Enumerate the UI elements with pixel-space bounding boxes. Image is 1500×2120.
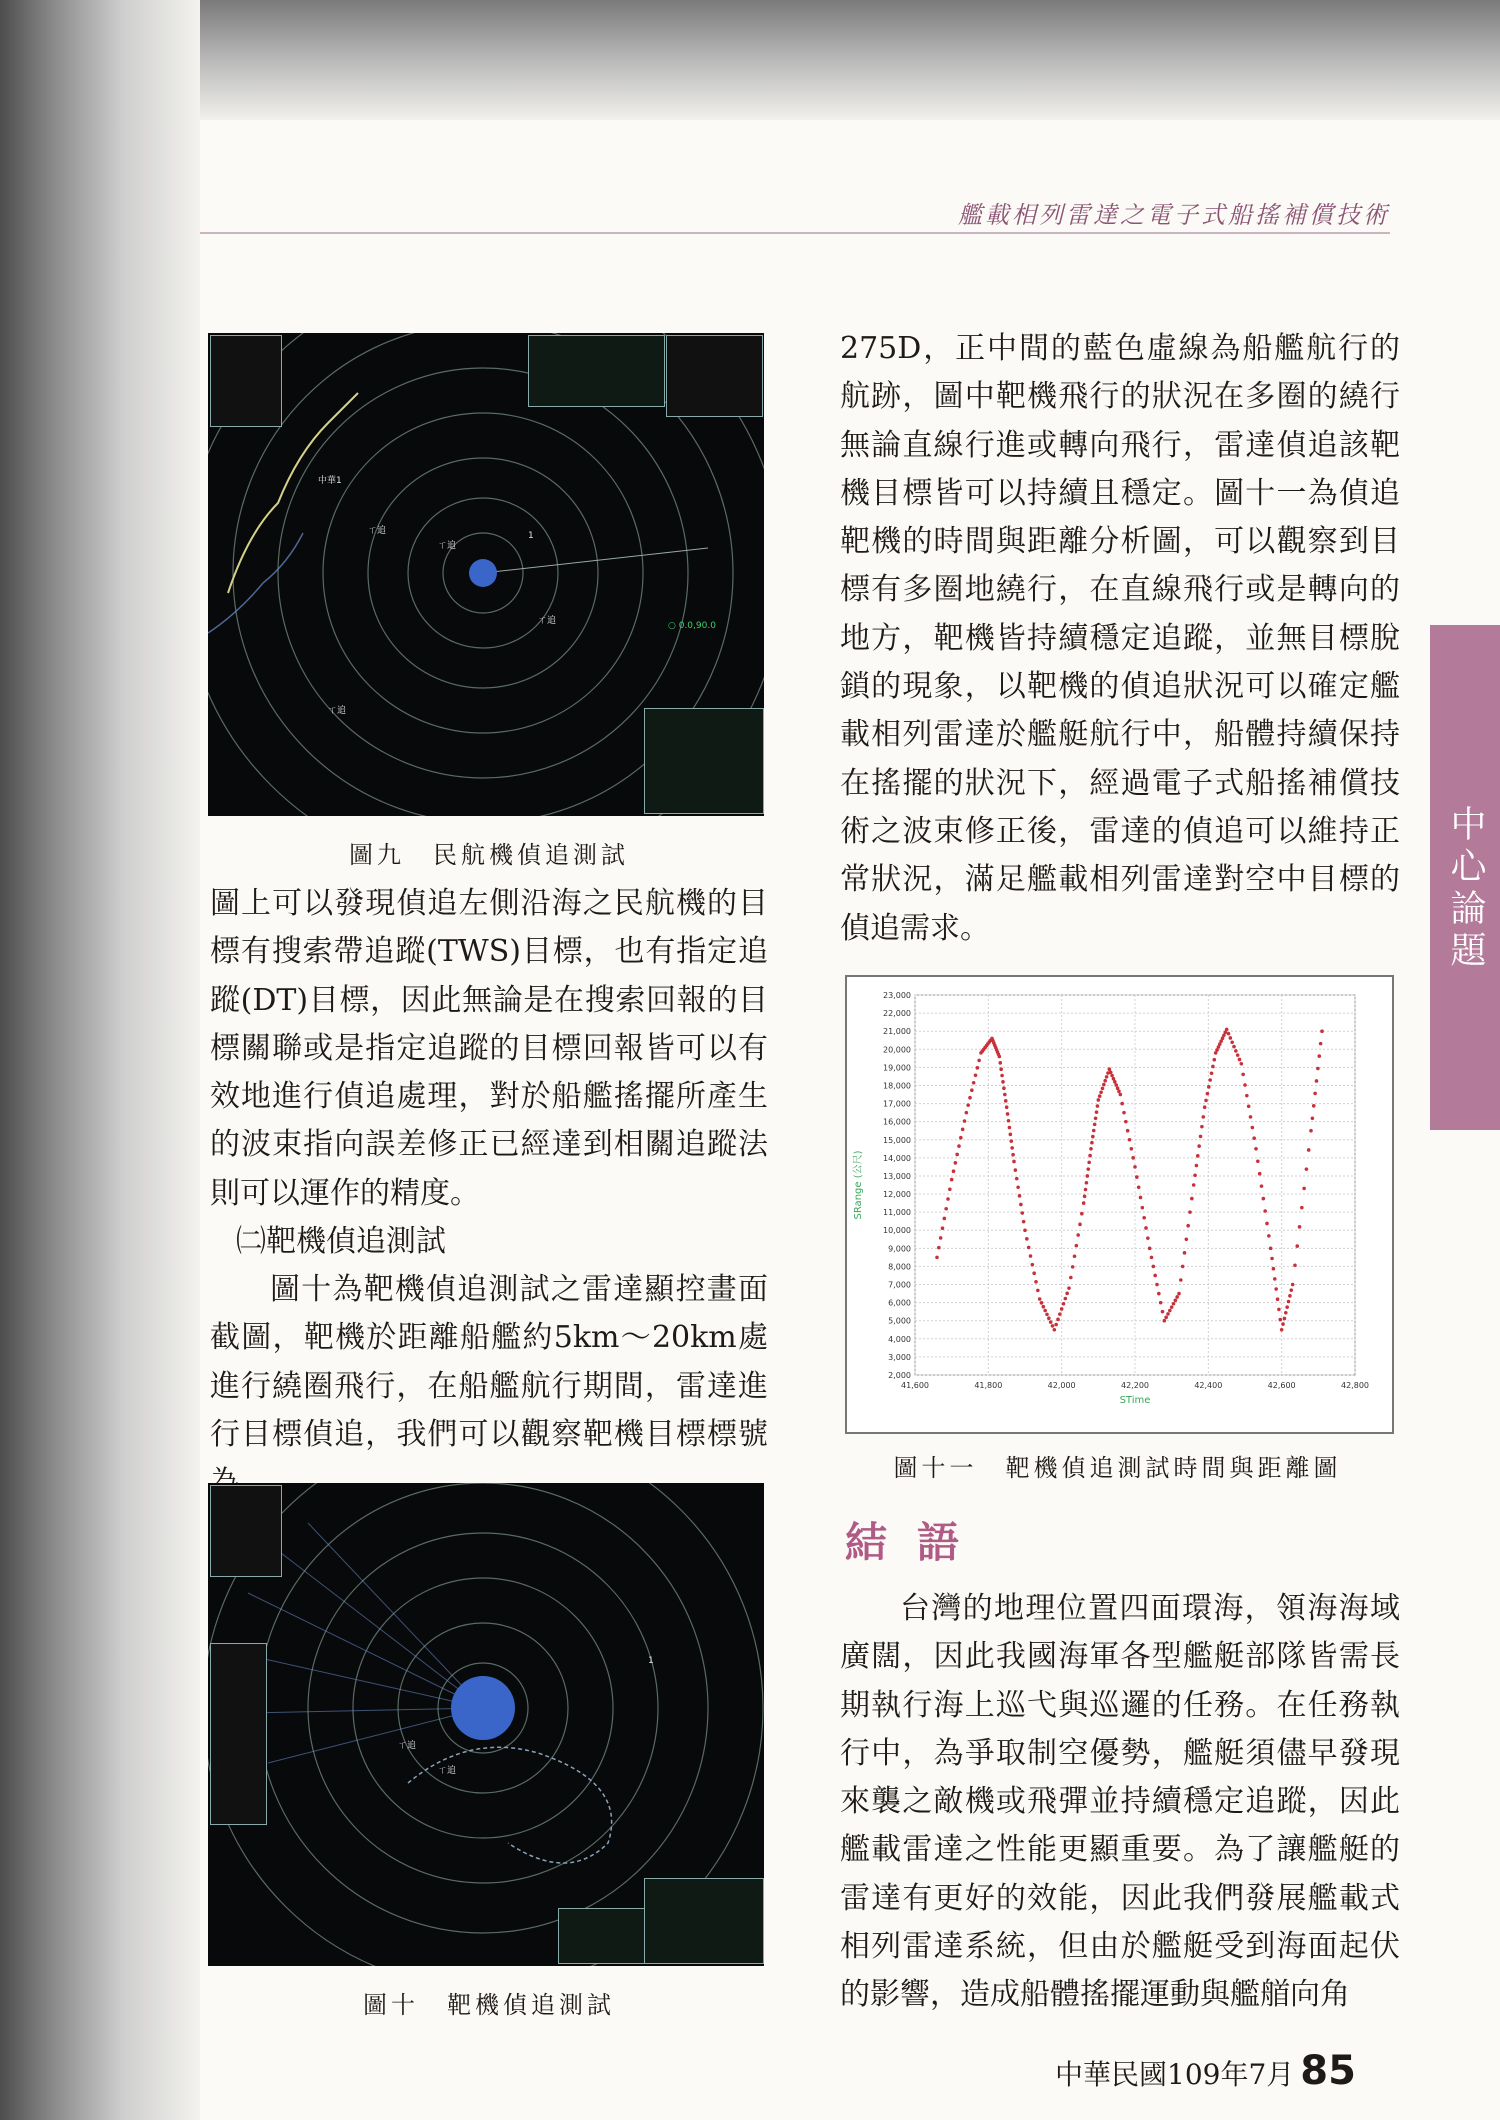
data-point	[1112, 1077, 1116, 1081]
data-point	[1177, 1292, 1181, 1296]
data-point	[1003, 1093, 1007, 1097]
y-tick-label: 18,000	[883, 1081, 911, 1091]
data-point	[1000, 1074, 1004, 1078]
data-point	[1260, 1184, 1264, 1188]
y-tick-label: 23,000	[883, 991, 911, 1000]
data-point	[1080, 1212, 1084, 1216]
y-tick-label: 3,000	[888, 1352, 911, 1362]
figure-10-radar-image	[208, 1483, 764, 1966]
data-point	[1195, 1164, 1199, 1168]
data-point	[1062, 1302, 1066, 1306]
svg-text:中華1: 中華1	[318, 476, 342, 486]
data-point	[1188, 1210, 1192, 1214]
data-point	[1168, 1309, 1172, 1313]
data-point	[1093, 1123, 1097, 1127]
y-tick-label: 7,000	[888, 1280, 911, 1290]
data-point	[1087, 1161, 1091, 1165]
left-menu-panel-10	[210, 1643, 267, 1825]
data-point	[1084, 1188, 1088, 1192]
data-point	[1175, 1295, 1179, 1299]
data-point	[1114, 1083, 1118, 1087]
scan-top-shadow	[0, 0, 1500, 120]
data-point	[1232, 1045, 1236, 1049]
data-point	[970, 1088, 974, 1092]
data-point	[1183, 1251, 1187, 1255]
data-point	[943, 1217, 947, 1221]
data-point	[1247, 1104, 1251, 1108]
left-paragraph-1: 圖上可以發現偵追左側沿海之民航機的目標有搜索帶追蹤(TWS)目標，也有指定追蹤(DT)目標，因此無論是在搜索回報的目標關聯或是指定追蹤的目標回報皆可以有效地進行偵追處理，對於船艦搖擺所產生的波束指向誤差修正已經達到相關追蹤法則可以運作的精度。	[210, 886, 768, 1211]
data-point	[1088, 1154, 1092, 1158]
svg-text:ㄒ追: ㄒ追	[438, 1766, 457, 1776]
data-point	[935, 1256, 939, 1260]
data-point	[1289, 1288, 1293, 1292]
data-point	[1006, 1112, 1010, 1116]
data-point	[939, 1236, 943, 1240]
data-point	[1320, 1029, 1324, 1033]
figure-10-caption: 圖十 靶機偵追測試	[363, 1991, 615, 2019]
conclusion-paragraph: 台灣的地理位置四面環海，領海海域廣闊，因此我國海軍各型艦艇部隊皆需長期執行海上巡弋與巡邏的任務。在任務執行中，為爭取制空優勢，艦艇須儘早發現來襲之敵機或飛彈並持續穩定追蹤，因此艦載雷達之性能更顯重要。為了讓艦艇的雷達有更好的效能，因此我們發展艦載式相列雷達系統，但由於艦艇受到海面起伏的影響，造成船體搖擺運動與艦艏向角	[840, 1591, 1400, 2013]
data-point	[1001, 1080, 1005, 1084]
data-point	[1166, 1312, 1170, 1316]
ownship-readout-panel-10	[644, 1878, 764, 1964]
data-point	[1225, 1028, 1229, 1032]
data-point	[1128, 1138, 1132, 1142]
data-point	[1197, 1144, 1201, 1148]
data-point	[1201, 1115, 1205, 1119]
data-point	[1204, 1099, 1208, 1103]
data-point	[977, 1059, 981, 1063]
mode-panel-10	[558, 1908, 645, 1964]
data-point	[1056, 1318, 1060, 1322]
svg-text:1: 1	[528, 531, 534, 541]
data-point	[1157, 1292, 1161, 1296]
data-point	[1311, 1116, 1315, 1120]
data-point	[1105, 1075, 1109, 1079]
y-tick-label: 15,000	[883, 1135, 911, 1145]
data-point	[1015, 1177, 1019, 1181]
data-point	[1196, 1154, 1200, 1158]
data-point	[1010, 1146, 1014, 1150]
issue-date: 中華民國109年7月	[1055, 2058, 1295, 2091]
data-point	[1278, 1318, 1282, 1322]
data-point	[968, 1096, 972, 1100]
svg-text:ㄒ追: ㄒ追	[398, 1741, 417, 1751]
x-tick-label: 41,600	[901, 1381, 929, 1390]
y-tick-label: 4,000	[888, 1334, 911, 1344]
data-point	[1038, 1297, 1042, 1301]
data-point	[1193, 1173, 1197, 1177]
figure-11-caption: 圖十一 靶機偵追測試時間與距離圖	[893, 1454, 1342, 1482]
data-point	[1293, 1263, 1297, 1267]
data-point	[1023, 1228, 1027, 1232]
data-point	[1234, 1049, 1238, 1053]
data-point	[1230, 1040, 1234, 1044]
data-point	[1054, 1323, 1058, 1327]
left-status-panel-10	[210, 1485, 282, 1577]
data-point	[1241, 1073, 1245, 1077]
data-point	[1094, 1116, 1098, 1120]
data-point	[961, 1128, 965, 1132]
data-point	[1287, 1300, 1291, 1304]
data-point	[1036, 1289, 1040, 1293]
data-point	[998, 1055, 1002, 1059]
data-point	[1141, 1206, 1145, 1210]
data-point	[1186, 1224, 1190, 1228]
conclusion-title: 結語	[845, 1518, 990, 1567]
data-point	[1103, 1079, 1107, 1083]
x-tick-label: 42,800	[1341, 1381, 1369, 1390]
scan-gutter-shadow	[0, 0, 200, 2120]
data-point	[1262, 1197, 1266, 1201]
y-axis-label: SRange (公尺)	[853, 1150, 864, 1220]
data-point	[1085, 1181, 1089, 1185]
data-point	[1185, 1237, 1189, 1241]
svg-text:ㄒ追: ㄒ追	[368, 526, 387, 536]
data-point	[1108, 1067, 1112, 1071]
data-point	[976, 1066, 980, 1070]
data-point	[1249, 1115, 1253, 1119]
data-point	[1317, 1054, 1321, 1058]
data-point	[1029, 1254, 1033, 1258]
data-point	[1064, 1297, 1068, 1301]
data-point	[948, 1187, 952, 1191]
data-point	[941, 1226, 945, 1230]
data-point	[1164, 1316, 1168, 1320]
data-point	[1011, 1153, 1015, 1157]
page-footer	[1055, 2048, 1356, 2094]
section-tab-label: 中心論題	[1445, 805, 1486, 973]
data-point	[1172, 1302, 1176, 1306]
data-point	[1018, 1194, 1022, 1198]
data-point	[1117, 1090, 1121, 1094]
data-point	[1267, 1234, 1271, 1238]
data-point	[1058, 1312, 1062, 1316]
data-point	[1305, 1167, 1309, 1171]
data-point	[1315, 1079, 1319, 1083]
data-point	[1086, 1174, 1090, 1178]
data-point	[1179, 1278, 1183, 1282]
data-point	[1312, 1104, 1316, 1108]
data-point	[1025, 1237, 1029, 1241]
data-point	[1265, 1222, 1269, 1226]
data-point	[1251, 1126, 1255, 1130]
data-point	[1210, 1071, 1214, 1075]
data-point	[1032, 1271, 1036, 1275]
data-point	[1252, 1136, 1256, 1140]
section-tab	[1430, 625, 1500, 1130]
y-tick-label: 6,000	[888, 1298, 911, 1308]
data-point	[1227, 1032, 1231, 1036]
data-point	[1019, 1203, 1023, 1207]
data-point	[1212, 1058, 1216, 1062]
data-point	[1208, 1078, 1212, 1082]
data-point	[1192, 1183, 1196, 1187]
data-point	[1122, 1111, 1126, 1115]
data-point	[1258, 1172, 1262, 1176]
data-point	[1008, 1126, 1012, 1130]
data-point	[1042, 1305, 1046, 1309]
data-point	[1116, 1086, 1120, 1090]
data-point	[1159, 1301, 1163, 1305]
data-point	[1142, 1216, 1146, 1220]
data-point	[944, 1207, 948, 1211]
data-point	[1130, 1147, 1134, 1151]
data-point	[1102, 1083, 1106, 1087]
data-point	[1031, 1263, 1035, 1267]
data-point	[1053, 1328, 1057, 1332]
data-point	[959, 1136, 963, 1140]
data-point	[1256, 1159, 1260, 1163]
data-point	[1071, 1265, 1075, 1269]
data-point	[1206, 1092, 1210, 1096]
data-point	[1284, 1311, 1288, 1315]
data-point	[1069, 1276, 1073, 1280]
y-tick-label: 9,000	[888, 1244, 911, 1254]
data-point	[1095, 1110, 1099, 1114]
data-point	[1110, 1074, 1114, 1078]
y-tick-label: 10,000	[883, 1226, 911, 1236]
data-point	[1245, 1094, 1249, 1098]
data-point	[1060, 1307, 1064, 1311]
data-point	[1012, 1160, 1016, 1164]
data-point	[946, 1197, 950, 1201]
data-point	[972, 1081, 976, 1085]
data-point	[974, 1073, 978, 1077]
data-point	[1113, 1080, 1117, 1084]
data-point	[1009, 1139, 1013, 1143]
data-point	[1148, 1247, 1152, 1251]
x-tick-label: 42,600	[1267, 1381, 1296, 1390]
data-point	[1097, 1098, 1101, 1102]
info-readout-panel	[666, 335, 763, 417]
data-point	[1098, 1094, 1102, 1098]
data-point	[1285, 1305, 1289, 1309]
data-point	[1049, 1320, 1053, 1324]
svg-text:ㄒ追: ㄒ追	[538, 616, 557, 626]
data-point	[1075, 1244, 1079, 1248]
data-point	[1200, 1125, 1204, 1129]
data-point	[1124, 1120, 1128, 1124]
data-point	[1137, 1185, 1141, 1189]
left-paragraph-2: 圖十為靶機偵追測試之雷達顯控畫面截圖，靶機於距離船艦約5km～20km處進行繞圈飛行，在船艦航行期間，雷達進行目標偵追，我們可以觀察靶機目標標號	[210, 1272, 768, 1452]
data-point	[1133, 1165, 1137, 1169]
y-tick-label: 12,000	[883, 1190, 911, 1200]
data-point	[1272, 1267, 1276, 1271]
data-point	[1047, 1316, 1051, 1320]
data-point	[1099, 1090, 1103, 1094]
data-point	[1181, 1265, 1185, 1269]
svg-text:ㄒ追: ㄒ追	[438, 541, 457, 551]
data-point	[1073, 1254, 1077, 1258]
data-point	[1274, 1287, 1278, 1291]
data-point	[1045, 1313, 1049, 1317]
data-point	[1040, 1301, 1044, 1305]
svg-text:ㄒ追: ㄒ追	[328, 706, 347, 716]
svg-text:1: 1	[648, 1656, 654, 1666]
data-point	[1309, 1129, 1313, 1133]
data-point	[952, 1169, 956, 1173]
data-point	[1090, 1141, 1094, 1145]
mode-setting-panel	[528, 335, 665, 407]
left-status-panel	[210, 335, 282, 427]
y-tick-label: 22,000	[883, 1009, 911, 1019]
data-point	[1229, 1036, 1233, 1040]
svg-text:○ 0.0,90.0: ○ 0.0,90.0	[668, 621, 716, 631]
data-point	[1298, 1225, 1302, 1229]
data-point	[1146, 1236, 1150, 1240]
y-tick-label: 20,000	[883, 1045, 911, 1055]
figure-9-radar-image	[208, 333, 764, 816]
data-point	[1295, 1244, 1299, 1248]
data-point	[1238, 1058, 1242, 1062]
data-point	[999, 1067, 1003, 1071]
data-point	[1086, 1167, 1090, 1171]
y-tick-label: 2,000	[888, 1371, 911, 1380]
data-point	[950, 1178, 954, 1182]
data-point	[1043, 1309, 1047, 1313]
y-tick-label: 13,000	[883, 1171, 911, 1181]
data-point	[1161, 1310, 1165, 1314]
data-point	[966, 1103, 970, 1107]
data-point	[963, 1119, 967, 1123]
data-point	[1144, 1226, 1148, 1230]
data-point	[1152, 1265, 1156, 1269]
data-point	[957, 1144, 961, 1148]
data-point	[1092, 1129, 1096, 1133]
data-point	[1281, 1322, 1285, 1326]
y-tick-label: 8,000	[888, 1262, 911, 1272]
data-point	[955, 1153, 959, 1157]
data-point	[1034, 1280, 1038, 1284]
data-point	[1089, 1147, 1093, 1151]
data-point	[1316, 1067, 1320, 1071]
data-point	[1076, 1233, 1080, 1237]
y-tick-label: 11,000	[883, 1208, 911, 1218]
figure-9-caption: 圖九 民航機偵追測試	[349, 841, 629, 869]
data-point	[1190, 1197, 1194, 1201]
y-tick-label: 19,000	[883, 1063, 911, 1073]
data-point	[1135, 1175, 1139, 1179]
ownship-readout-panel	[644, 708, 764, 814]
data-point	[1153, 1274, 1157, 1278]
data-point	[1199, 1135, 1203, 1139]
page-number: 85	[1300, 2048, 1356, 2094]
data-point	[1022, 1220, 1026, 1224]
data-point	[1051, 1324, 1055, 1328]
data-point	[998, 1061, 1002, 1065]
y-tick-label: 21,000	[883, 1027, 911, 1037]
data-point	[1101, 1087, 1105, 1091]
data-point	[1211, 1065, 1215, 1069]
y-tick-label: 17,000	[883, 1099, 911, 1109]
left-subheading: ㈡靶機偵追測試	[236, 1224, 446, 1259]
data-point	[1319, 1042, 1323, 1046]
data-point	[1313, 1092, 1317, 1096]
data-point	[1155, 1283, 1159, 1287]
right-paragraph-1: 275D，正中間的藍色虛線為船艦航行的航跡，圖中靶機飛行的狀況在多圈的繞行無論直線行進或轉向飛行，雷達偵追該靶機目標皆可以持續且穩定。圖十一為偵追靶機的時間與距離分析圖，可以觀察到目標有多圈地繞行，在直線飛行或是轉向的地方，靶機皆持續穩定追蹤，並無目標脫鎖的現象，以靶機的偵追狀況可以確定艦載相列雷達於艦艇航行中，船體持續保持在搖擺的狀況下，經過電子式船搖補償技術之波束修正後，雷達的偵追可以維持正常狀況，滿足艦載相列雷達對空中目標的偵追需求。	[840, 331, 1400, 946]
data-point	[965, 1111, 969, 1115]
x-tick-label: 42,000	[1047, 1381, 1076, 1390]
range-time-scatter	[847, 977, 1392, 1432]
data-point	[1065, 1292, 1069, 1296]
data-point	[1014, 1168, 1018, 1172]
data-point	[1139, 1196, 1143, 1200]
data-point	[1254, 1147, 1258, 1151]
data-point	[1236, 1053, 1240, 1057]
data-point	[1067, 1286, 1071, 1290]
data-point	[1270, 1257, 1274, 1261]
data-point	[1002, 1086, 1006, 1090]
data-point	[1300, 1206, 1304, 1210]
running-head: 艦載相列雷達之電子式船搖補償技術	[958, 201, 1390, 229]
x-axis-label: STime	[1119, 1395, 1151, 1406]
data-point	[1119, 1093, 1123, 1097]
header-rule	[200, 232, 1390, 234]
data-point	[1078, 1223, 1082, 1227]
data-point	[1291, 1283, 1295, 1287]
data-point	[1277, 1308, 1281, 1312]
data-point	[1109, 1071, 1113, 1075]
data-point	[1082, 1201, 1086, 1205]
data-point	[1207, 1085, 1211, 1089]
data-point	[1083, 1195, 1087, 1199]
data-point	[1273, 1277, 1277, 1281]
data-point	[954, 1161, 958, 1165]
data-point	[1126, 1129, 1130, 1133]
data-point	[1096, 1104, 1100, 1108]
data-point	[937, 1246, 941, 1250]
y-tick-label: 5,000	[888, 1316, 911, 1326]
data-point	[1243, 1083, 1247, 1087]
data-point	[1288, 1294, 1292, 1298]
x-tick-label: 42,400	[1194, 1381, 1223, 1390]
data-point	[1007, 1119, 1011, 1123]
data-point	[1120, 1102, 1124, 1106]
x-tick-label: 41,800	[974, 1381, 1003, 1390]
data-point	[1280, 1328, 1284, 1332]
data-point	[1020, 1211, 1024, 1215]
data-point	[1005, 1105, 1009, 1109]
data-point	[1027, 1246, 1031, 1250]
data-point	[1004, 1099, 1008, 1103]
data-point	[1150, 1256, 1154, 1260]
data-point	[1276, 1297, 1280, 1301]
data-point	[1091, 1135, 1095, 1139]
data-point	[1283, 1317, 1287, 1321]
data-point	[1263, 1209, 1267, 1213]
data-point	[1009, 1133, 1013, 1137]
data-point	[1131, 1156, 1135, 1160]
data-point	[1174, 1299, 1178, 1303]
data-point	[1170, 1305, 1174, 1309]
y-tick-label: 14,000	[883, 1153, 911, 1163]
data-point	[1302, 1187, 1306, 1191]
data-point	[1016, 1185, 1020, 1189]
data-point	[1203, 1105, 1207, 1109]
figure-11-chart	[845, 975, 1394, 1434]
data-point	[1307, 1148, 1311, 1152]
data-point	[1269, 1247, 1273, 1251]
x-tick-label: 42,200	[1121, 1381, 1149, 1390]
y-tick-label: 16,000	[883, 1117, 911, 1127]
data-point	[1240, 1062, 1244, 1066]
data-point	[1163, 1319, 1167, 1323]
